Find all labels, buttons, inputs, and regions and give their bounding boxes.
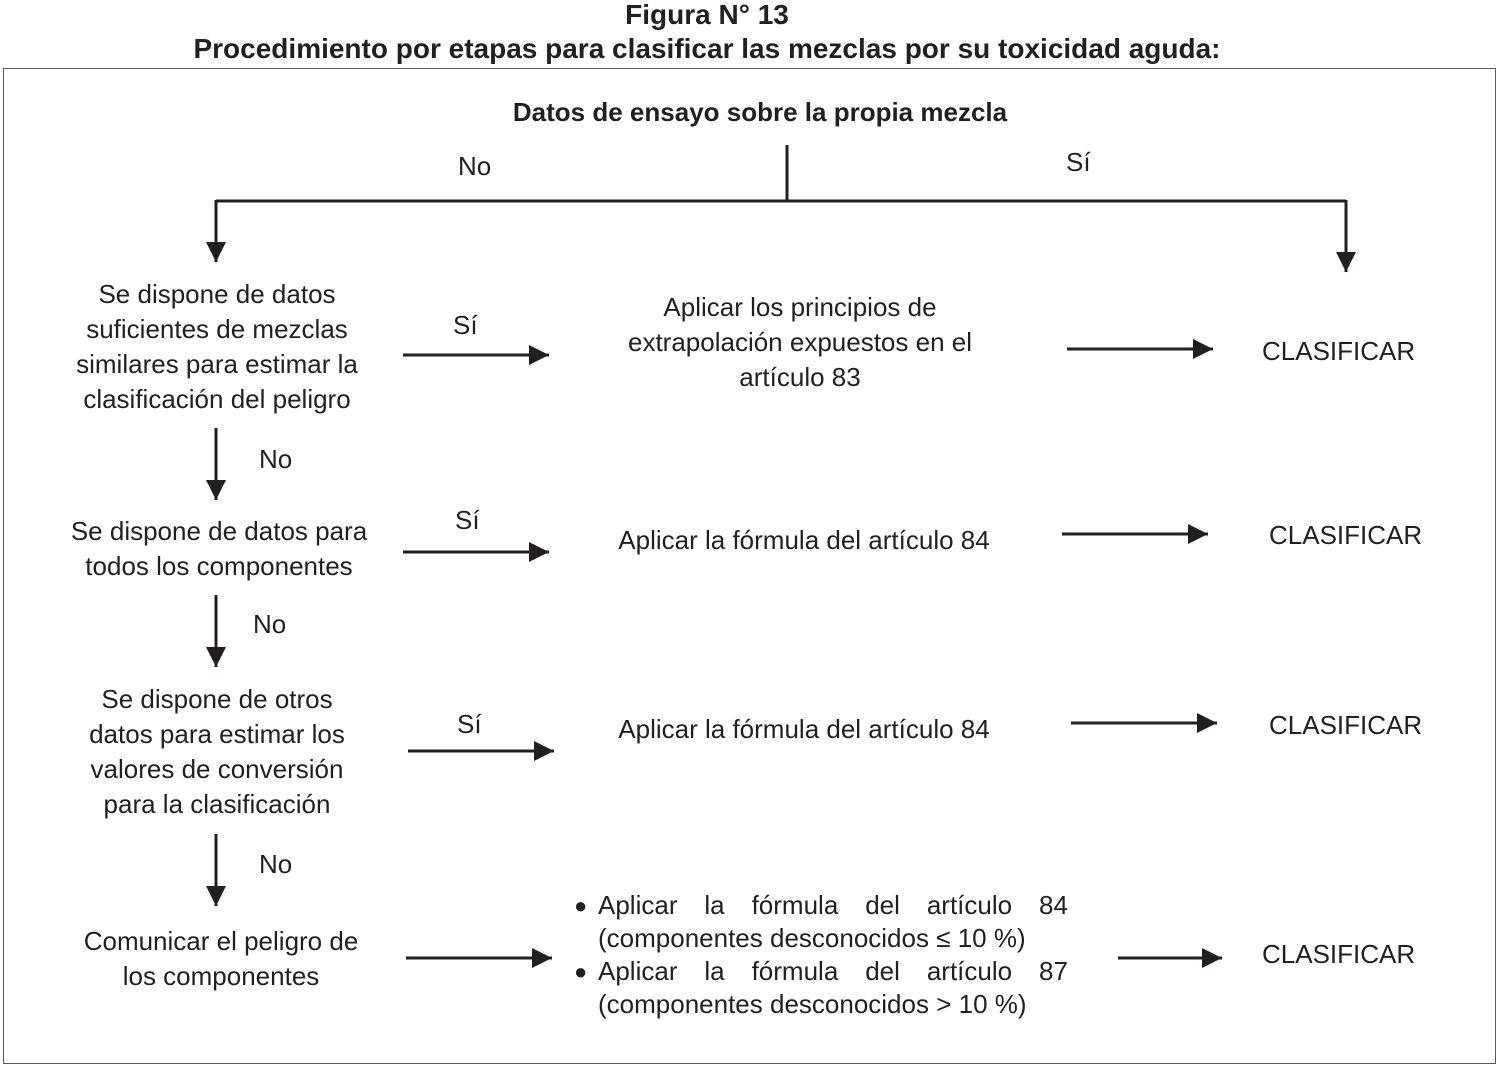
row4-bullet-word: fórmula xyxy=(751,956,839,986)
row2-action-line: Aplicar la fórmula del artículo 84 xyxy=(618,525,990,555)
start-node-label: Datos de ensayo sobre la propia mezcla xyxy=(512,97,1008,127)
row1-outcome-label: CLASIFICAR xyxy=(1262,336,1416,366)
row1-question-line: similares para estimar la xyxy=(76,349,358,379)
row2-action-node xyxy=(584,523,1024,558)
row4-bullet-word: la xyxy=(704,890,725,920)
bullet-dot-icon: ● xyxy=(574,893,588,918)
row4-question-line: Comunicar el peligro de xyxy=(83,926,359,956)
row4-bullet-word: Aplicar xyxy=(598,956,678,986)
row2-yes-label: Sí xyxy=(455,505,480,535)
row1-action-line: extrapolación expuestos en el xyxy=(627,327,972,357)
row4-bullet-word: artículo xyxy=(926,890,1013,920)
row1-action-line: artículo 83 xyxy=(739,362,861,392)
start-no-label: No xyxy=(458,151,492,181)
row2-outcome-label: CLASIFICAR xyxy=(1269,520,1423,550)
row4-bullet-word: del xyxy=(865,890,900,920)
row4-bullet-condition: (componentes desconocidos > 10 %) xyxy=(598,989,1027,1019)
row3-question-node xyxy=(36,682,398,822)
figure-title: Procedimiento por etapas para clasificar las mezclas por su toxicidad aguda: xyxy=(193,33,1221,64)
row2-question-node xyxy=(38,514,400,584)
row4-bullet-item xyxy=(574,889,1068,955)
row4-bullet-word: del xyxy=(865,956,900,986)
row1-question-line: clasificación del peligro xyxy=(83,384,351,414)
row1-question-node xyxy=(36,277,398,417)
row1-action-line: Aplicar los principios de xyxy=(663,292,937,322)
row1-question-line: suficientes de mezclas xyxy=(86,314,348,344)
row3-question-line: datos para estimar los xyxy=(89,719,345,749)
row2-question-line: Se dispone de datos para xyxy=(70,516,368,546)
start-yes-label: Sí xyxy=(1066,147,1091,177)
row4-bullet-word: fórmula xyxy=(751,890,839,920)
figure-number: Figura N° 13 xyxy=(625,0,789,30)
row4-bullet-condition: (componentes desconocidos ≤ 10 %) xyxy=(598,923,1026,953)
row3-action-line: Aplicar la fórmula del artículo 84 xyxy=(618,714,990,744)
row3-action-node xyxy=(584,712,1024,747)
row2-no-label: No xyxy=(253,609,287,639)
row4-action-list xyxy=(574,889,1068,1021)
row1-no-label: No xyxy=(259,444,293,474)
row3-question-line: valores de conversión xyxy=(90,754,344,784)
row4-bullet-word: 87 xyxy=(1039,956,1068,986)
row4-bullet-word: artículo xyxy=(926,956,1013,986)
row3-no-label: No xyxy=(259,849,293,879)
row4-bullet-word: la xyxy=(704,956,725,986)
row1-question-line: Se dispone de datos xyxy=(98,279,336,309)
row3-question-line: para la clasificación xyxy=(103,789,331,819)
row3-yes-label: Sí xyxy=(457,709,482,739)
row4-bullet-main xyxy=(598,889,1068,922)
row4-bullet-main xyxy=(598,955,1068,988)
row1-yes-label: Sí xyxy=(453,310,478,340)
row3-outcome-label: CLASIFICAR xyxy=(1269,710,1423,740)
row4-question-node xyxy=(40,924,402,994)
row4-question-line: los componentes xyxy=(122,961,320,991)
row4-bullet-word: 84 xyxy=(1039,890,1068,920)
row4-bullet-word: Aplicar xyxy=(598,890,678,920)
row2-question-line: todos los componentes xyxy=(85,551,353,581)
row1-action-node xyxy=(580,290,1020,395)
bullet-dot-icon: ● xyxy=(574,959,588,984)
row3-question-line: Se dispone de otros xyxy=(101,684,333,714)
row4-bullet-item xyxy=(574,955,1068,1021)
row4-outcome-label: CLASIFICAR xyxy=(1262,939,1416,969)
